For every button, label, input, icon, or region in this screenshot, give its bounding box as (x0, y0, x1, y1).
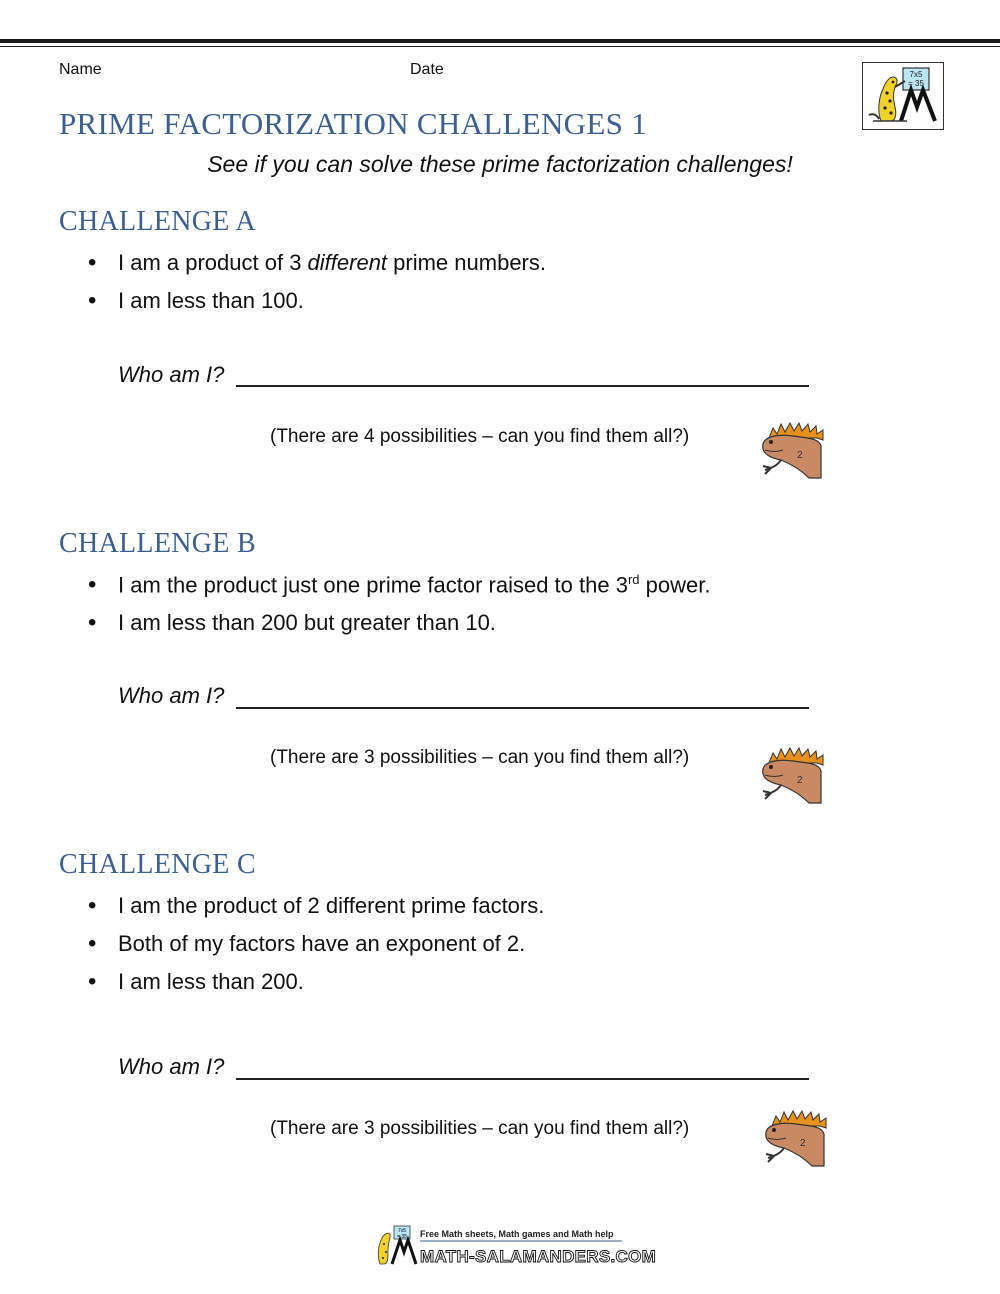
footer-easel-text-1: 7x5 (397, 1228, 407, 1234)
challenge-b-heading: CHALLENGE B (59, 528, 256, 559)
date-label: Date (410, 61, 444, 78)
bullet-text: I am less than 200. (118, 969, 304, 994)
logo-easel-text-2: = 35 (908, 79, 924, 88)
bullet-emphasis: different (307, 250, 388, 275)
challenge-a-bullet-2 (118, 288, 304, 314)
challenge-c-heading: CHALLENGE C (59, 849, 256, 880)
page-title: PRIME FACTORIZATION CHALLENGES 1 (59, 106, 647, 141)
footer-logo (372, 1224, 657, 1270)
top-rule-thick (0, 39, 1000, 43)
page-subtitle: See if you can solve these prime factorization challenges! (207, 151, 793, 177)
challenge-b-hint: (There are 3 possibilities – can you find them all?) (270, 747, 690, 768)
challenge-c-answer-line[interactable] (236, 1078, 809, 1080)
challenge-a-heading: CHALLENGE A (59, 206, 256, 237)
lizard-icon (757, 420, 827, 482)
salamander-easel-icon (863, 63, 942, 128)
name-label: Name (59, 61, 102, 78)
challenge-a-prompt: Who am I? (118, 362, 225, 387)
challenge-c-bullet-2 (118, 931, 525, 957)
bullet-text: Both of my factors have an exponent of 2. (118, 931, 526, 956)
bullet-superscript: rd (627, 572, 640, 587)
bullet-text: I am the product just one prime factor raised to the 3 (118, 572, 628, 598)
challenge-c-prompt: Who am I? (118, 1054, 225, 1079)
challenge-a-hint: (There are 4 possibilities – can you find them all?) (270, 426, 690, 447)
bullet-text: prime numbers. (387, 250, 546, 275)
bullet-text: I am a product of 3 (118, 250, 308, 275)
challenge-b-bullet-2 (118, 610, 496, 636)
logo-easel-text-1: 7x5 (909, 70, 923, 79)
lizard-number: 2 (797, 450, 803, 461)
bullet-text: power. (639, 572, 711, 598)
challenge-c-bullet-1 (118, 893, 544, 919)
bullet-text: I am less than 200 but greater than 10. (118, 610, 496, 635)
bullet-text: I am less than 100. (118, 288, 304, 313)
footer-easel-text-2: = 35 (397, 1234, 407, 1240)
footer-tagline: Free Math sheets, Math games and Math help (420, 1229, 614, 1239)
salamander-logo (862, 62, 944, 130)
lizard-icon (757, 745, 827, 807)
challenge-a-answer-line[interactable] (236, 385, 809, 387)
lizard-number: 2 (800, 1138, 806, 1149)
lizard-icon (760, 1108, 830, 1170)
challenge-c-hint: (There are 3 possibilities – can you find them all?) (270, 1118, 690, 1139)
challenge-c-bullet-3 (118, 969, 304, 995)
challenge-b-bullet-1 (118, 572, 710, 598)
top-rule-thin (0, 46, 1000, 47)
bullet-text: I am the product of 2 different prime factors. (118, 893, 545, 918)
footer-site-name: MATH-SALAMANDERS.COM (420, 1247, 657, 1266)
challenge-b-prompt: Who am I? (118, 683, 225, 708)
challenge-b-answer-line[interactable] (236, 707, 809, 709)
lizard-number: 2 (797, 775, 803, 786)
challenge-a-bullet-1 (118, 250, 546, 276)
